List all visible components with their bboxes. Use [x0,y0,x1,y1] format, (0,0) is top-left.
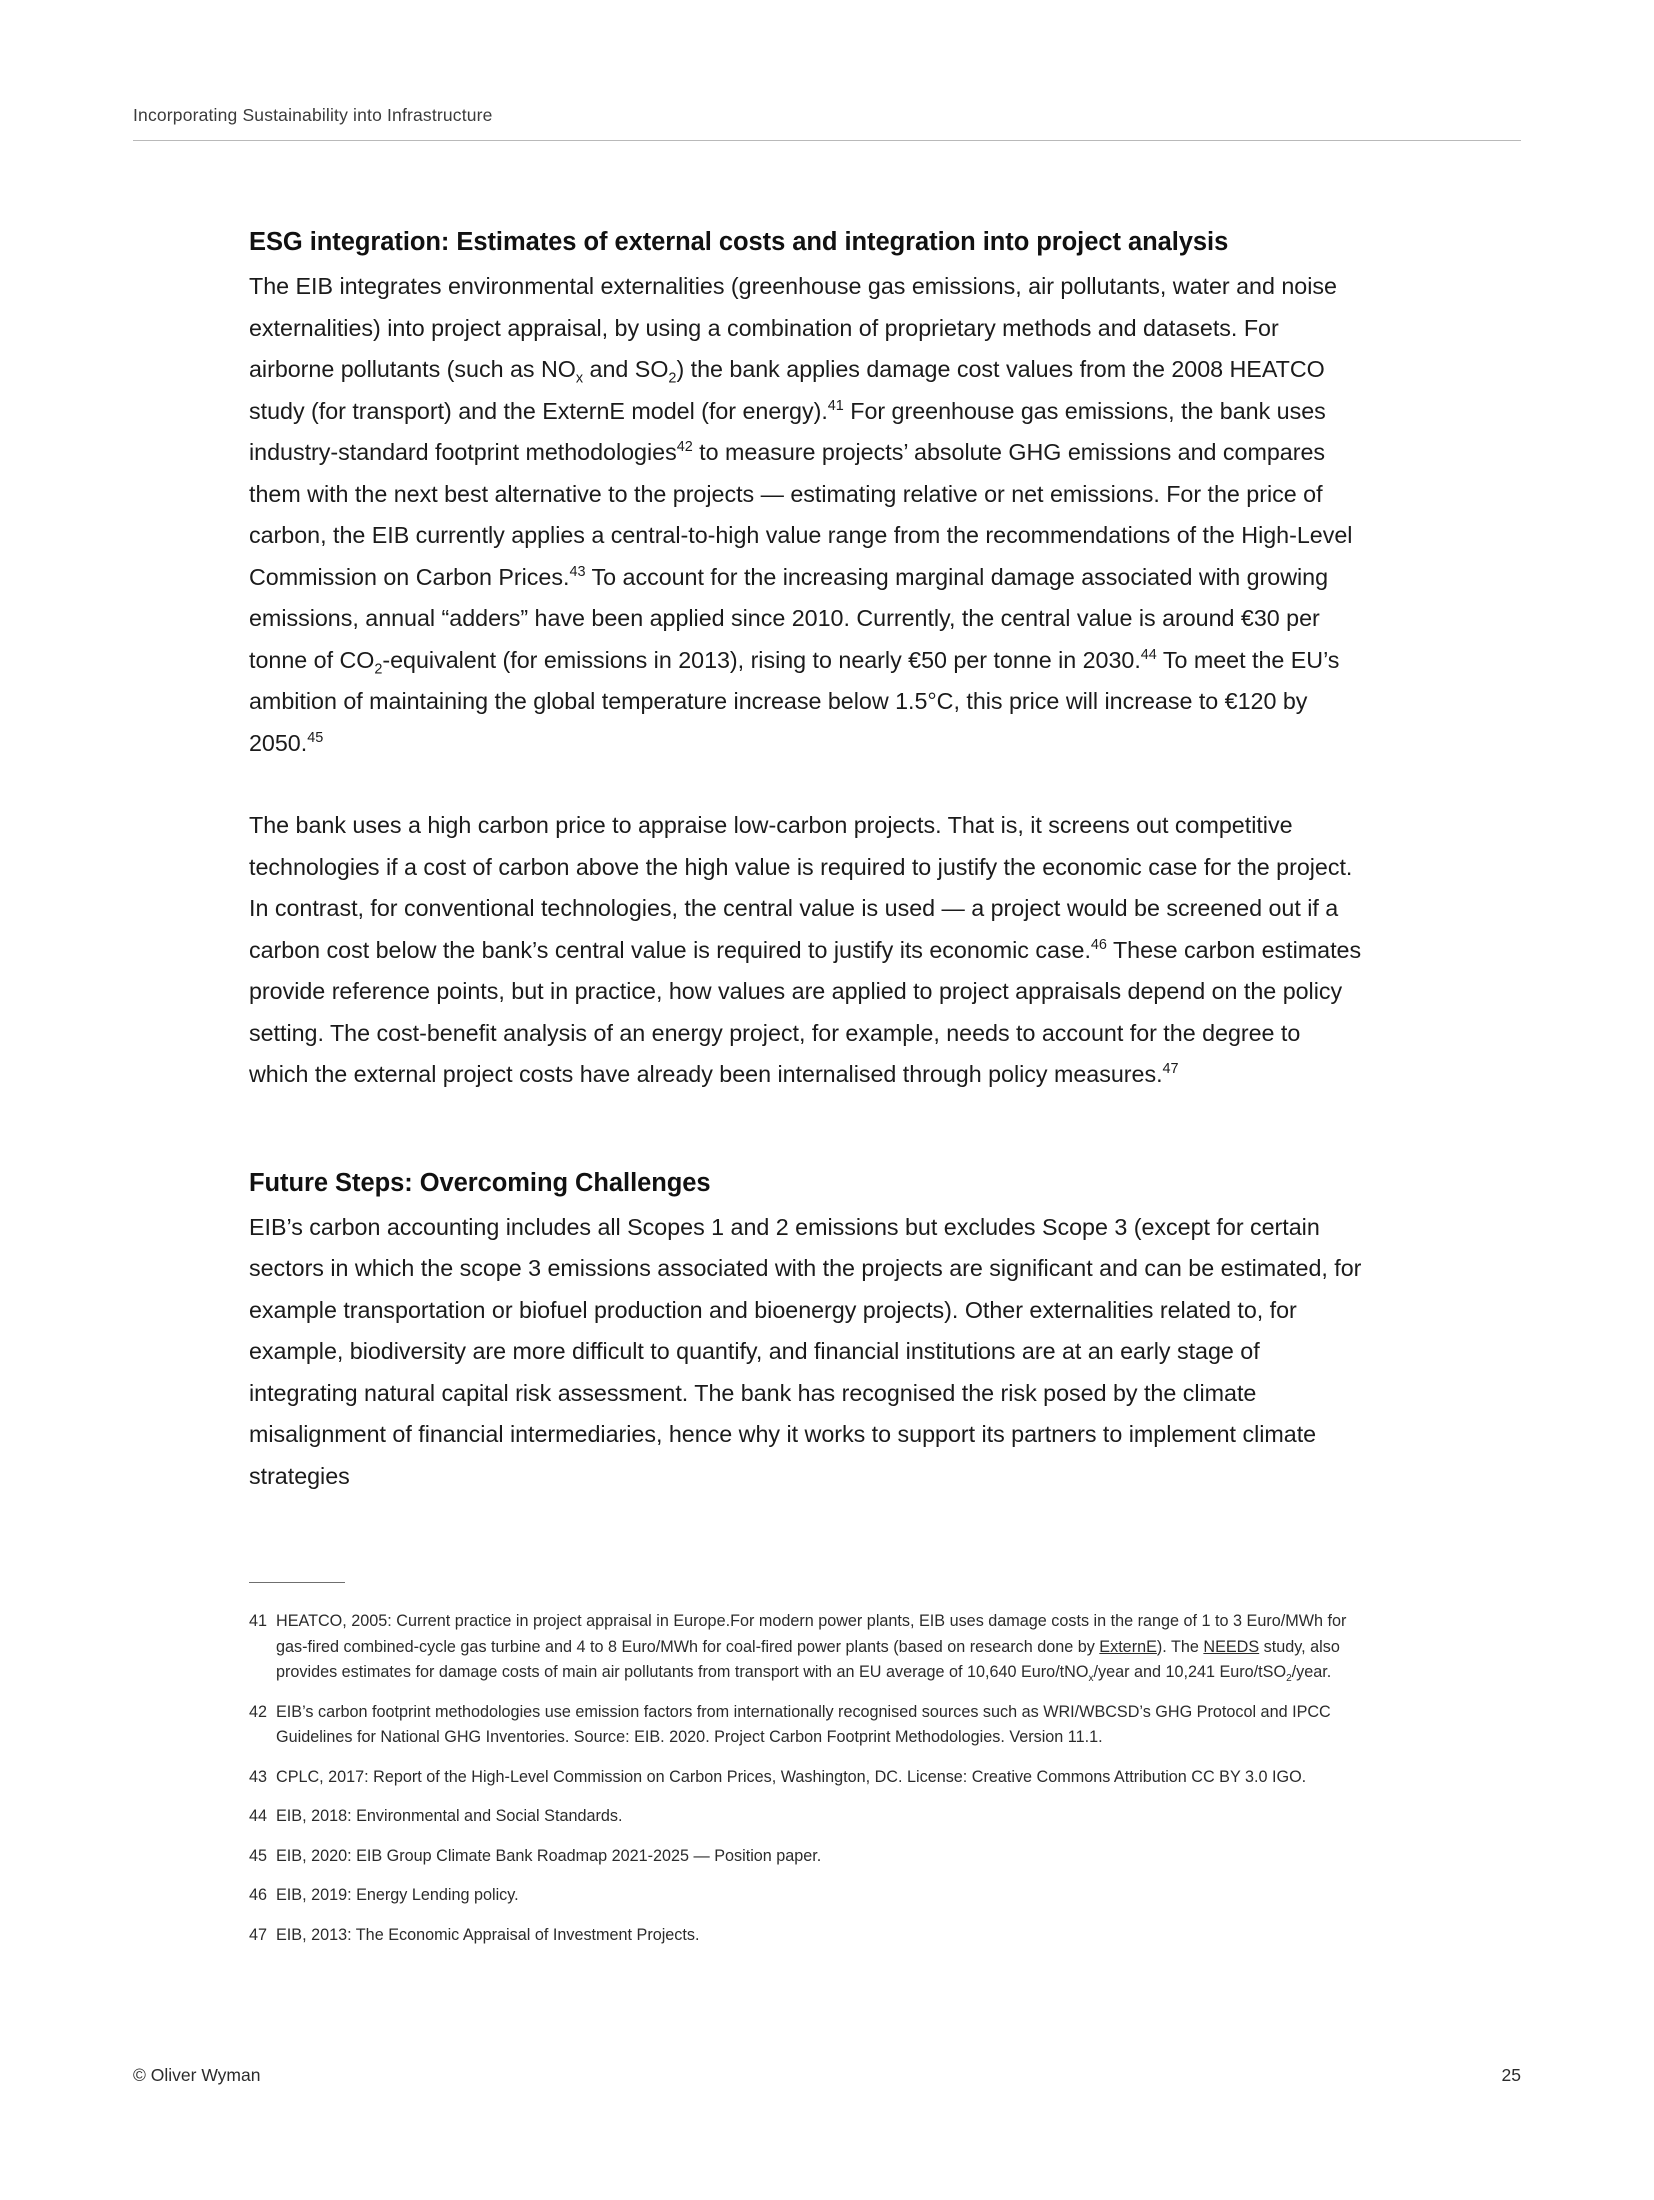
footnote-text: EIB, 2020: EIB Group Climate Bank Roadmap 2021-2025 — Position paper. [276,1846,822,1865]
externe-link[interactable]: ExternE [1099,1637,1157,1656]
footnote-item [249,1844,1369,1870]
header-divider [133,140,1521,141]
footnote-item [249,1804,1369,1830]
footnote-item [249,1609,1369,1686]
footnote-text: HEATCO, 2005: Current practice in project appraisal in Europe.For modern power plants, EIB uses damage costs in the range of 1 to 3 Euro/MWh for gas-fired combined-cycle gas turbine and 4 to 8 Euro/MWh for coal-fired power plants (based on research done by ExternE). The NEEDS study, also provides estimates for damage costs of main air pollutants from transport with an EU average of 10,640 Euro/tNO$_x$/year and 10,241 Euro/tSO$_2$/year. [276,1612,1347,1685]
footnote-item [249,1923,1369,1949]
page-header [133,105,1521,141]
footer-copyright: © Oliver Wyman [133,2065,261,2085]
footnote-number: 44 [249,1807,268,1825]
footnote-number: 43 [249,1767,268,1786]
section-heading-future-steps: Future Steps: Overcoming Challenges [249,1168,711,1197]
footer-page-number: 25 [1501,2065,1521,2085]
footnote-text: EIB’s carbon footprint methodologies use emission factors from internationally recognised sources such as WRI/WBCSD’s GHG Protocol and IPCC Guidelines for National GHG Inventories. Source: EIB. 2020. Project Carbon Footprint Methodologies. Version 11.1. [276,1702,1331,1746]
footnote-text: CPLC, 2017: Report of the High-Level Commission on Carbon Prices, Washington, DC. License: Creative Commons Attribution CC BY 3.0 IGO. [276,1767,1307,1786]
paragraph-esg-1: The EIB integrates environmental externalities (greenhouse gas emissions, air pollutants, water and noise externalities) into project appraisal, by using a combination of proprietary methods and datasets. For airborne pollutants (such as $NO_x$ and $SO_2$) the bank applies damage cost values from the 2008 HEATCO study (for transport) and the ExternE model (for energy).$^{41}$ For greenhouse gas emissions, the bank uses industry-standard footprint methodologies$^{42}$ to measure projects’ absolute GHG emissions and compares them with the next best alternative to the projects — estimating relative or net emissions. For the price of carbon, the EIB currently applies a central-to-high value range from the recommendations of the High-Level Commission on Carbon Prices.$^{43}$ To account for the increasing marginal damage associated with growing emissions, annual “adders” have been applied since 2010. Currently, the central value is around €30 per tonne of $CO_2$-equivalent (for emissions in 2013), rising to nearly €50 per tonne in 2030.44 To meet the EU’s ambition of maintaining the global temperature increase below 1.5°C, this price will increase to €120 by 2050.45 [249,273,1353,756]
paragraph-future-steps-1: EIB’s carbon accounting includes all Scopes 1 and 2 emissions but excludes Scope 3 (except for certain sectors in which the scope 3 emissions associated with the projects are significant and can be estimated, for example transportation or biofuel production and bioenergy projects). Other externalities related to, for example, biodiversity are more difficult to quantify, and financial institutions are at an early stage of integrating natural capital risk assessment. The bank has recognised the risk posed by the climate misalignment of financial intermediaries, hence why it works to support its partners to implement climate strategies [249,1213,1362,1489]
footnote-item [249,1765,1369,1791]
footnote-text: EIB, 2019: Energy Lending policy. [276,1886,519,1904]
footnote-item [249,1700,1369,1751]
footnote-text: EIB, 2013: The Economic Appraisal of Investment Projects. [276,1925,700,1944]
footnote-item [249,1883,1369,1909]
footnote-number: 46 [249,1886,268,1904]
paragraph-esg-2: The bank uses a high carbon price to appraise low-carbon projects. That is, it screens out competitive technologies if a cost of carbon above the high value is required to justify the economic case for the project. In contrast, for conventional technologies, the central value is used — a project would be screened out if a carbon cost below the bank’s central value is required to justify its economic case.$^{46}$ These carbon estimates provide reference points, but in practice, how values are applied to project appraisals depend on the policy setting. The cost-benefit analysis of an energy project, for example, needs to account for the degree to which the external project costs have already been internalised through policy measures.$^{47}$ [249,812,1362,1087]
footnotes-block [249,1582,1369,1962]
footnote-number: 47 [249,1925,268,1944]
footnote-text: EIB, 2018: Environmental and Social Standards. [276,1807,623,1825]
footnote-number: 42 [249,1702,268,1721]
section-spacer [249,1096,1365,1169]
footnote-divider [249,1582,345,1583]
body-content [249,228,1365,1497]
running-title: Incorporating Sustainability into Infrastructure [133,105,493,125]
paragraph-spacer [249,764,1365,805]
footnote-number: 41 [249,1612,268,1630]
needs-link[interactable]: NEEDS [1203,1637,1260,1656]
footnote-number: 45 [249,1846,268,1865]
section-heading-esg-integration: ESG integration: Estimates of external costs and integration into project analysis [249,228,1229,256]
